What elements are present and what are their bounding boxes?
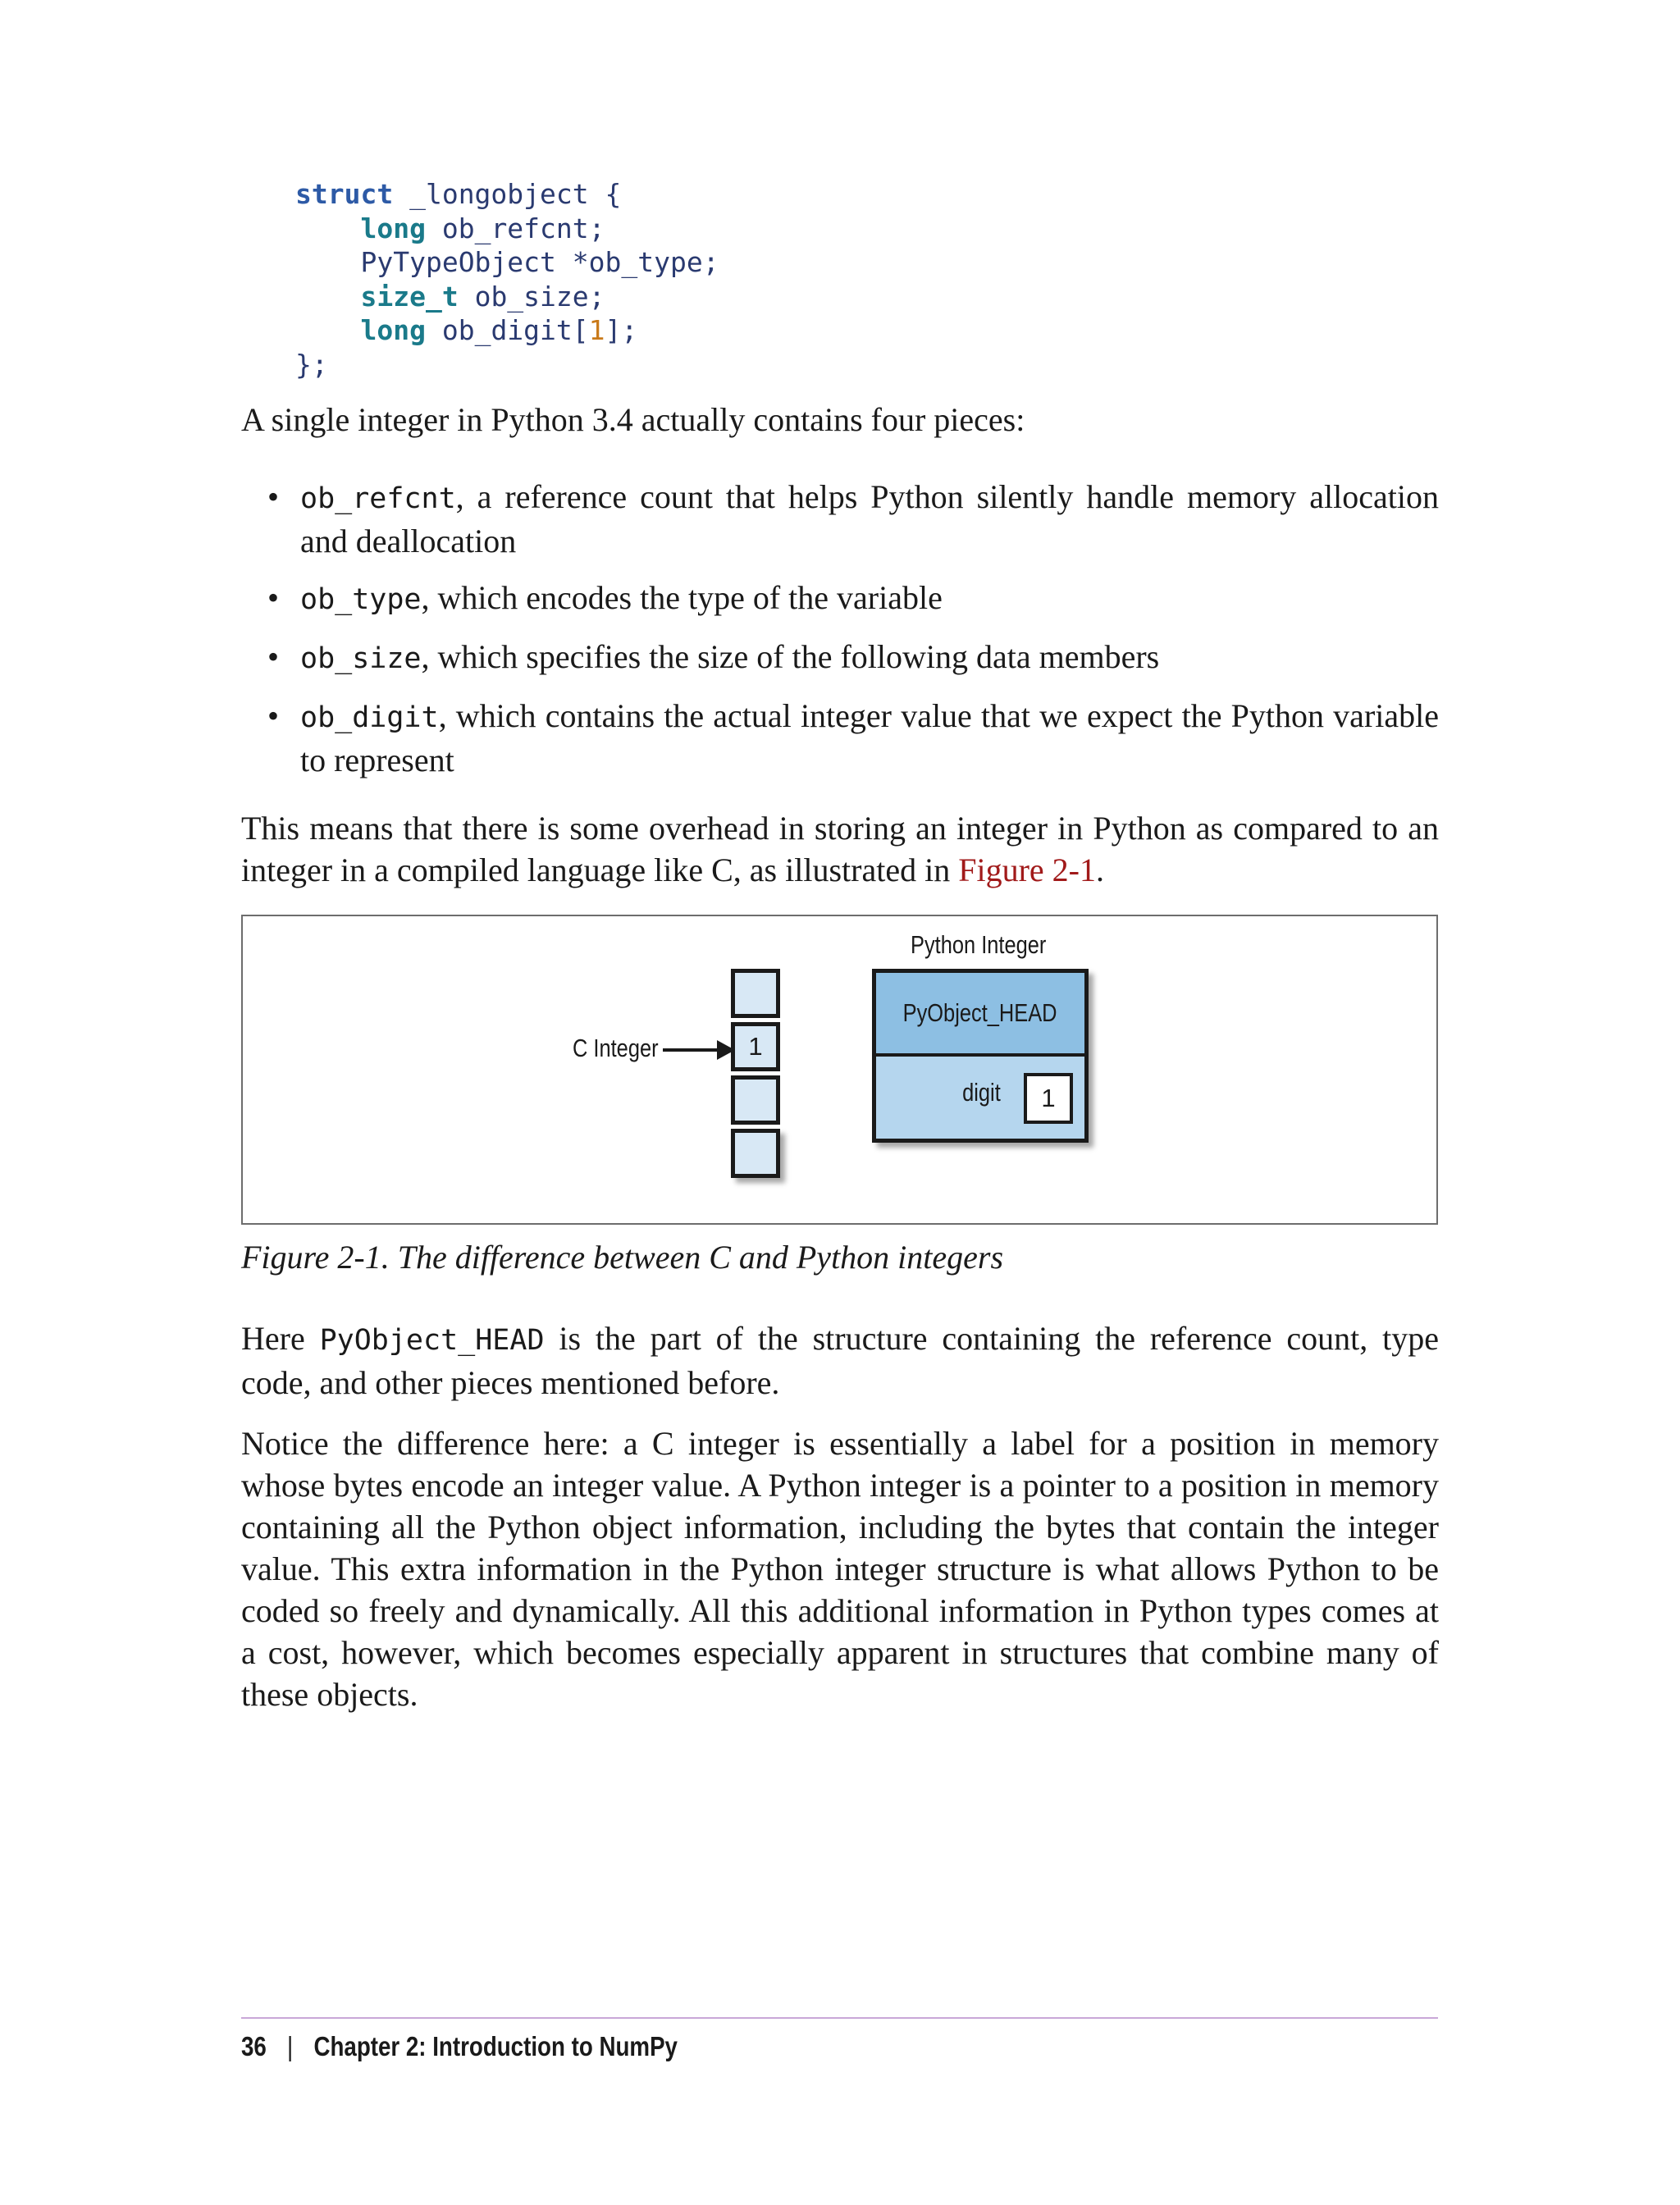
bullet-icon: • bbox=[267, 579, 280, 616]
page-footer bbox=[241, 2031, 678, 2062]
pieces-list bbox=[254, 476, 1439, 781]
code-keyword: long bbox=[360, 314, 426, 346]
footer-rule bbox=[241, 2017, 1438, 2019]
chapter-title: Chapter 2: Introduction to NumPy bbox=[313, 2031, 678, 2061]
figure-caption: Figure 2-1. The difference between C and Python integers bbox=[241, 1239, 1004, 1276]
c-integer-label: C Integer bbox=[573, 1034, 659, 1062]
code-text: }; bbox=[295, 348, 328, 381]
code-keyword: size_t bbox=[360, 280, 459, 313]
list-item bbox=[254, 577, 1439, 621]
paragraph-text: This means that there is some overhead in storing an integer in Python as compared to an integer in a compiled language like C, as illustrated in bbox=[241, 810, 1439, 888]
code-type: PyTypeObject bbox=[360, 246, 556, 278]
pyobject-head-section bbox=[876, 973, 1084, 1057]
c-memory-cell bbox=[731, 1075, 780, 1125]
code-block bbox=[295, 177, 719, 381]
page-number: 36 bbox=[241, 2031, 267, 2061]
list-item bbox=[254, 695, 1439, 781]
digit-label: digit bbox=[962, 1078, 1001, 1107]
code-keyword: long bbox=[360, 212, 426, 244]
cell-value bbox=[735, 1080, 776, 1121]
list-item-text: , which specifies the size of the following data members bbox=[421, 638, 1160, 675]
list-item bbox=[254, 636, 1439, 680]
c-memory-cell bbox=[731, 1129, 780, 1178]
code-line bbox=[295, 177, 719, 212]
paragraph-text: is the part of the structure containing the reference count, type code, and other pieces mentioned before. bbox=[241, 1320, 1439, 1401]
paragraph-text: . bbox=[1095, 851, 1104, 888]
list-item-text: , which encodes the type of the variable bbox=[421, 579, 943, 616]
code-text: _longobject { bbox=[393, 178, 622, 210]
code-text: ob_digit[ bbox=[425, 314, 589, 346]
inline-code: ob_type bbox=[300, 583, 422, 616]
inline-code: ob_digit bbox=[300, 701, 439, 734]
arrow-icon bbox=[663, 1035, 737, 1065]
list-item-text: , a reference count that helps Python silently handle memory allocation and deallocation bbox=[300, 478, 1439, 559]
cell-value bbox=[735, 1133, 776, 1174]
code-text: ]; bbox=[605, 314, 638, 346]
inline-code: ob_size bbox=[300, 642, 422, 675]
figure-box bbox=[241, 915, 1438, 1225]
c-memory-cell bbox=[731, 1022, 780, 1071]
code-line bbox=[295, 280, 719, 314]
digit-value-box: 1 bbox=[1024, 1073, 1073, 1124]
cell-value: 1 bbox=[748, 1032, 763, 1061]
code-line bbox=[295, 348, 719, 382]
code-line bbox=[295, 212, 719, 246]
code-keyword: struct bbox=[295, 178, 394, 210]
code-text: *ob_type; bbox=[555, 246, 719, 278]
bullet-icon: • bbox=[267, 638, 280, 675]
code-line bbox=[295, 313, 719, 348]
code-number: 1 bbox=[588, 314, 605, 346]
c-memory-cell bbox=[731, 969, 780, 1018]
python-integer-block bbox=[872, 969, 1089, 1143]
paragraph-text: Here bbox=[241, 1320, 320, 1357]
overhead-paragraph bbox=[241, 807, 1439, 891]
code-text: ob_refcnt; bbox=[425, 212, 605, 244]
footer-separator: | bbox=[287, 2031, 294, 2061]
code-line bbox=[295, 245, 719, 280]
list-item bbox=[254, 476, 1439, 562]
head-paragraph bbox=[241, 1317, 1439, 1404]
intro-paragraph: A single integer in Python 3.4 actually contains four pieces: bbox=[241, 401, 1025, 438]
python-integer-label: Python Integer bbox=[911, 930, 1047, 959]
bullet-icon: • bbox=[267, 697, 280, 734]
code-text: ob_size; bbox=[458, 280, 605, 313]
inline-code: PyObject_HEAD bbox=[319, 1324, 545, 1357]
cell-value bbox=[735, 973, 776, 1014]
pyobject-head-label: PyObject_HEAD bbox=[903, 998, 1057, 1027]
digit-section bbox=[876, 1057, 1084, 1139]
bullet-icon: • bbox=[267, 478, 280, 515]
list-item-text: , which contains the actual integer value that we expect the Python variable to represent bbox=[300, 697, 1439, 778]
figure-link[interactable]: Figure 2-1 bbox=[958, 851, 1096, 888]
notice-paragraph: Notice the difference here: a C integer is essentially a label for a position in memory whose bytes encode an integer value. A Python integer is a pointer to a position in memory containing all the Python object information, including the bytes that contain the integer value. This extra information in the Python integer structure is what allows Python to be coded so freely and dynamically. All this additional information in Python types comes at a cost, however, which becomes especially apparent in structures that combine many of these objects. bbox=[241, 1425, 1439, 1713]
inline-code: ob_refcnt bbox=[300, 482, 456, 515]
